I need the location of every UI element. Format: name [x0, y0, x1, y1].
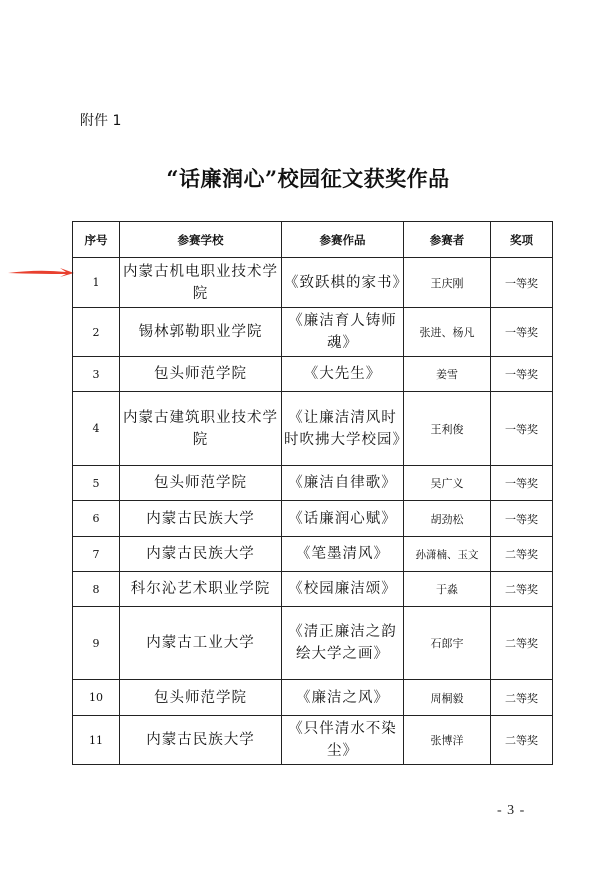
table-row — [73, 308, 553, 357]
cell-award: 一等奖 — [491, 258, 553, 308]
cell-award: 二等奖 — [491, 572, 553, 607]
attachment-label: 附件 1 — [80, 113, 122, 129]
header-award: 奖项 — [491, 222, 553, 258]
cell-work: 《清正廉洁之韵 绘大学之画》 — [282, 607, 404, 680]
cell-work: 《廉洁自律歌》 — [282, 466, 404, 501]
awards-table — [72, 221, 553, 765]
table-row — [73, 501, 553, 537]
cell-author: 王庆刚 — [404, 258, 491, 308]
cell-author: 石郎宇 — [404, 607, 491, 680]
cell-award: 一等奖 — [491, 466, 553, 501]
cell-work: 《致跃棋的家书》 — [282, 258, 404, 308]
cell-school: 内蒙古民族大学 — [120, 537, 282, 572]
cell-award: 二等奖 — [491, 607, 553, 680]
table-row — [73, 572, 553, 607]
cell-no: 8 — [73, 572, 120, 607]
cell-no: 7 — [73, 537, 120, 572]
table-header-row — [73, 222, 553, 258]
document-title: “话廉润心”校园征文获奖作品 — [166, 166, 450, 191]
table-row — [73, 258, 553, 308]
cell-work: 《校园廉洁颂》 — [282, 572, 404, 607]
cell-school: 内蒙古建筑职业技术学院 — [120, 392, 282, 466]
cell-author: 胡劲松 — [404, 501, 491, 537]
cell-work: 《笔墨清风》 — [282, 537, 404, 572]
table-row — [73, 716, 553, 765]
cell-work: 《只伴清水不染尘》 — [282, 716, 404, 765]
cell-author: 周桐毅 — [404, 680, 491, 716]
table-row — [73, 392, 553, 466]
table-row — [73, 357, 553, 392]
cell-no: 3 — [73, 357, 120, 392]
header-no: 序号 — [73, 222, 120, 258]
cell-no: 9 — [73, 607, 120, 680]
cell-no: 11 — [73, 716, 120, 765]
cell-school: 包头师范学院 — [120, 466, 282, 501]
header-work: 参赛作品 — [282, 222, 404, 258]
cell-work: 《大先生》 — [282, 357, 404, 392]
cell-no: 2 — [73, 308, 120, 357]
cell-award: 二等奖 — [491, 716, 553, 765]
cell-award: 二等奖 — [491, 680, 553, 716]
cell-author: 张博洋 — [404, 716, 491, 765]
header-author: 参赛者 — [404, 222, 491, 258]
cell-school: 内蒙古工业大学 — [120, 607, 282, 680]
cell-author: 孙潇楠、玉文 — [404, 537, 491, 572]
table-row — [73, 680, 553, 716]
cell-school: 内蒙古民族大学 — [120, 716, 282, 765]
cell-award: 一等奖 — [491, 501, 553, 537]
cell-award: 一等奖 — [491, 357, 553, 392]
table-row — [73, 607, 553, 680]
cell-work: 《廉洁育人铸师魂》 — [282, 308, 404, 357]
cell-no: 5 — [73, 466, 120, 501]
cell-author: 姜雪 — [404, 357, 491, 392]
cell-author: 王利俊 — [404, 392, 491, 466]
cell-school: 包头师范学院 — [120, 680, 282, 716]
table-row — [73, 466, 553, 501]
cell-author: 吴广义 — [404, 466, 491, 501]
cell-no: 6 — [73, 501, 120, 537]
cell-school: 科尔沁艺术职业学院 — [120, 572, 282, 607]
cell-author: 于淼 — [404, 572, 491, 607]
cell-award: 一等奖 — [491, 308, 553, 357]
cell-author: 张进、杨凡 — [404, 308, 491, 357]
cell-no: 10 — [73, 680, 120, 716]
table-row — [73, 537, 553, 572]
cell-award: 二等奖 — [491, 537, 553, 572]
cell-no: 4 — [73, 392, 120, 466]
header-school: 参赛学校 — [120, 222, 282, 258]
cell-school: 锡林郭勒职业学院 — [120, 308, 282, 357]
cell-school: 包头师范学院 — [120, 357, 282, 392]
cell-school: 内蒙古机电职业技术学院 — [120, 258, 282, 308]
cell-work: 《让廉洁清风时时吹拂大学校园》 — [282, 392, 404, 466]
cell-school: 内蒙古民族大学 — [120, 501, 282, 537]
red-arrow-icon — [8, 266, 74, 280]
cell-work: 《话廉润心赋》 — [282, 501, 404, 537]
cell-work: 《廉洁之风》 — [282, 680, 404, 716]
page-number: - 3 - — [497, 803, 526, 818]
cell-award: 一等奖 — [491, 392, 553, 466]
cell-no: 1 — [73, 258, 120, 308]
